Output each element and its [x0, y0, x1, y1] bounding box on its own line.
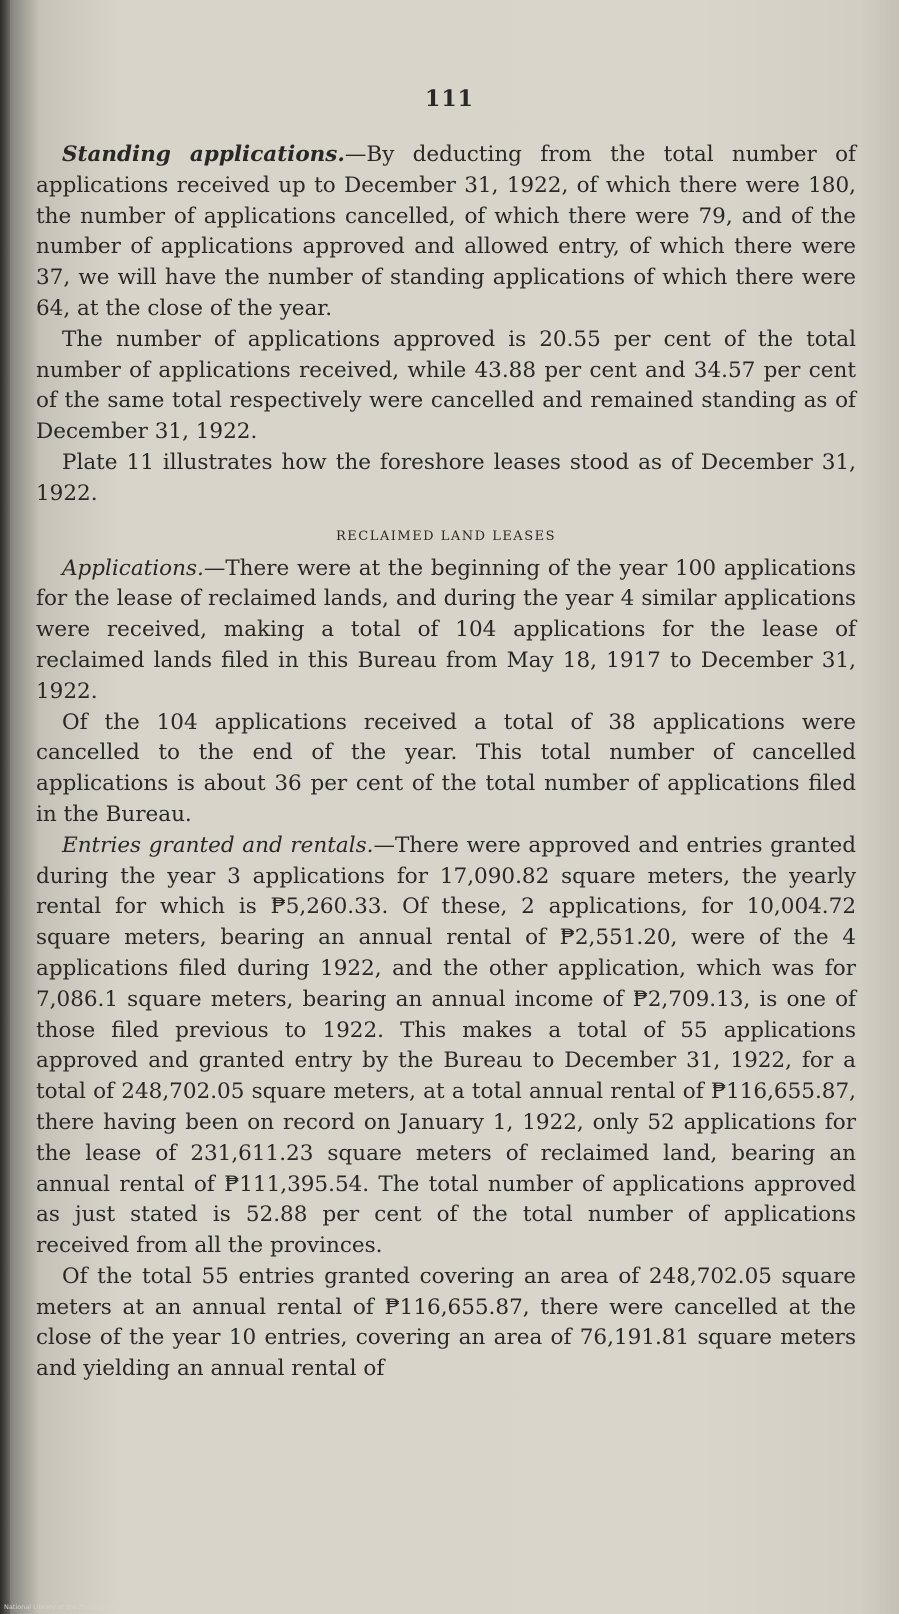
- paragraph-lead-in: Entries granted and rentals.: [62, 832, 374, 858]
- paragraph-lead-in: Standing applications.: [62, 142, 345, 167]
- paragraph-cancelled-applications: [36, 708, 856, 831]
- section-heading: RECLAIMED LAND LEASES: [336, 528, 556, 544]
- paragraph-standing-applications: [36, 140, 856, 325]
- book-spine-shadow: [0, 0, 10, 1614]
- paragraph-text: —There were at the beginning of the year 100 applications for the lease of reclaimed lands, and during the year 4 similar applications were received, making a total of 104 applications for the lease of reclaimed lands filed in this Bureau from May 18, 1917 to December 31, 1922.: [36, 555, 856, 704]
- paragraph-lead-in: Applications.: [62, 555, 204, 581]
- paragraph-cancelled-entries: [36, 1262, 856, 1385]
- body-text: [36, 140, 856, 1385]
- paragraph-text: Of the total 55 entries granted covering an area of 248,702.05 square meters at an annual rental of ₱116,655.87, there were cancelled at the close of the year 10 entries, covering an area of 76,191.81 square meters and yielding an annual rental of: [36, 1263, 856, 1382]
- paragraph-applications: [36, 554, 856, 708]
- paragraph-plate-reference: [36, 448, 856, 510]
- paragraph-approval-percentages: [36, 325, 856, 448]
- page-number: 111: [425, 86, 474, 112]
- paragraph-text: Plate 11 illustrates how the foreshore leases stood as of December 31, 1922.: [36, 449, 856, 506]
- paragraph-text: —There were approved and entries granted during the year 3 applications for 17,090.82 square meters, the yearly rental for which is ₱5,260.33. Of these, 2 applications, for 10,004.72 square meters, bearing an annual rental of ₱2,551.20, were of the 4 applications filed during 1922, and the other application, which was for 7,086.1 square meters, bearing an annual income of ₱2,709.13, is one of those filed previous to 1922. This makes a total of 55 applications approved and granted entry by the Bureau to December 31, 1922, for a total of 248,702.05 square meters, at a total annual rental of ₱116,655.87, there having been on record on January 1, 1922, only 52 applications for the lease of 231,611.23 square meters of reclaimed land, bearing an annual rental of ₱111,395.54. The total number of applications approved as just stated is 52.88 per cent of the total number of applications received from all the provinces.: [36, 832, 857, 1259]
- paragraph-text: Of the 104 applications received a total of 38 applications were cancelled to the end of the year. This total number of cancelled applications is about 36 per cent of the total number of applications filed in the Bureau.: [36, 709, 856, 827]
- paragraph-text: —By deducting from the total number of applications received up to December 31, 1922, of which there were 180, the number of applications cancelled, of which there were 79, and of the number of applications approved and allowed entry, of which there were 37, we will have the number of standing applications of which there were 64, at the close of the year.: [36, 142, 856, 321]
- paragraph-entries-and-rentals: [36, 831, 856, 1262]
- scan-credit: National Library of the Philippines · D114P000135300111 tif: [4, 1603, 200, 1611]
- paragraph-text: The number of applications approved is 20.55 per cent of the total number of applications received, while 43.88 per cent and 34.57 per cent of the same total respectively were cancelled and remained standing as of December 31, 1922.: [36, 326, 856, 445]
